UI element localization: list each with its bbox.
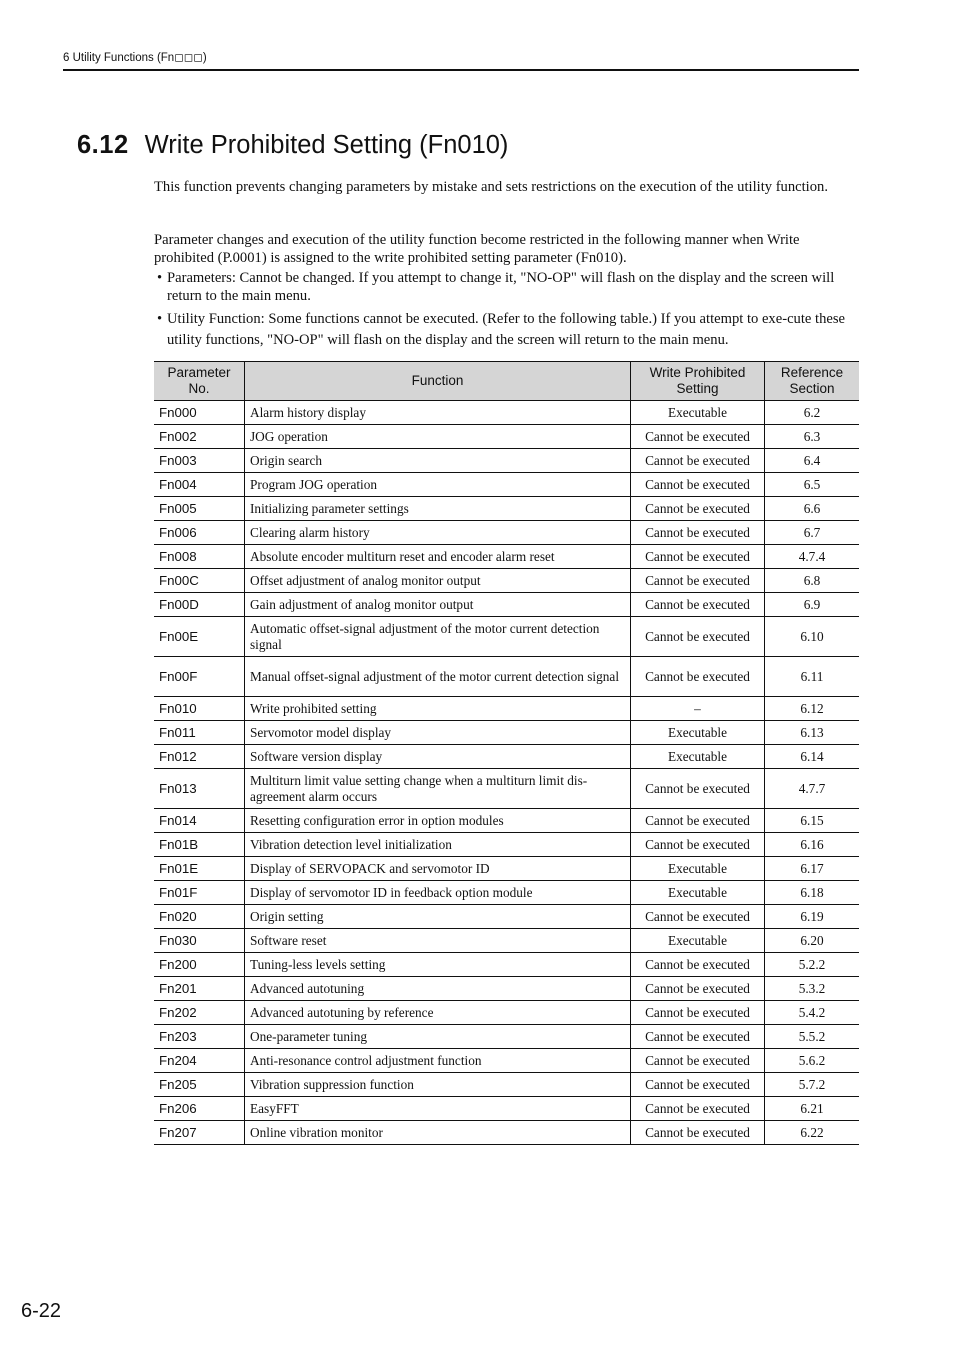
cell-reference: 5.4.2 [765, 1001, 860, 1025]
table-row [154, 745, 859, 769]
cell-reference: 6.14 [765, 745, 860, 769]
cell-parameter: Fn205 [154, 1073, 245, 1097]
cell-function: Manual offset-signal adjustment of the motor current detection signal [245, 657, 631, 697]
cell-function: Gain adjustment of analog monitor output [245, 593, 631, 617]
table-row [154, 857, 859, 881]
cell-parameter: Fn012 [154, 745, 245, 769]
cell-write-prohibited: Cannot be executed [631, 953, 765, 977]
cell-function: Automatic offset-signal adjustment of the motor current detection signal [245, 617, 631, 657]
list-item [154, 270, 860, 305]
table-row [154, 1121, 859, 1145]
header-rule [63, 69, 859, 71]
cell-write-prohibited: Cannot be executed [631, 833, 765, 857]
cell-function: Resetting configuration error in option modules [245, 809, 631, 833]
cell-function: Multiturn limit value setting change when a multiturn limit dis-agreement alarm occurs [245, 769, 631, 809]
section-number: 6.12 [77, 131, 129, 159]
cell-write-prohibited: Cannot be executed [631, 545, 765, 569]
bullet-icon: • [157, 311, 163, 327]
cell-parameter: Fn203 [154, 1025, 245, 1049]
cell-reference: 5.3.2 [765, 977, 860, 1001]
cell-function: Advanced autotuning [245, 977, 631, 1001]
cell-function: Absolute encoder multiturn reset and encoder alarm reset [245, 545, 631, 569]
cell-function: Program JOG operation [245, 473, 631, 497]
cell-parameter: Fn201 [154, 977, 245, 1001]
cell-reference: 6.19 [765, 905, 860, 929]
cell-function: Advanced autotuning by reference [245, 1001, 631, 1025]
col-header-parameter: Parameter No. [154, 362, 245, 401]
cell-parameter: Fn000 [154, 401, 245, 425]
cell-parameter: Fn00D [154, 593, 245, 617]
cell-reference: 5.5.2 [765, 1025, 860, 1049]
cell-function: JOG operation [245, 425, 631, 449]
table-body [154, 401, 859, 1145]
cell-function: Origin search [245, 449, 631, 473]
cell-parameter: Fn207 [154, 1121, 245, 1145]
cell-function: Initializing parameter settings [245, 497, 631, 521]
cell-reference: 6.8 [765, 569, 860, 593]
cell-function: Servomotor model display [245, 721, 631, 745]
cell-parameter: Fn005 [154, 497, 245, 521]
cell-function: Online vibration monitor [245, 1121, 631, 1145]
restriction-list [154, 270, 860, 351]
table-row [154, 1097, 859, 1121]
cell-write-prohibited: Executable [631, 881, 765, 905]
cell-parameter: Fn004 [154, 473, 245, 497]
col-header-reference: Reference Section [765, 362, 860, 401]
cell-parameter: Fn00F [154, 657, 245, 697]
cell-function: Vibration suppression function [245, 1073, 631, 1097]
cell-write-prohibited: Executable [631, 929, 765, 953]
cell-reference: 4.7.7 [765, 769, 860, 809]
cell-function: Origin setting [245, 905, 631, 929]
table-header-row [154, 362, 859, 401]
cell-write-prohibited: Cannot be executed [631, 449, 765, 473]
cell-reference: 6.17 [765, 857, 860, 881]
cell-reference: 6.16 [765, 833, 860, 857]
cell-write-prohibited: Executable [631, 745, 765, 769]
cell-write-prohibited: Executable [631, 721, 765, 745]
cell-reference: 6.10 [765, 617, 860, 657]
table-row [154, 881, 859, 905]
cell-parameter: Fn00C [154, 569, 245, 593]
cell-reference: 4.7.4 [765, 545, 860, 569]
table-row [154, 905, 859, 929]
cell-reference: 5.2.2 [765, 953, 860, 977]
cell-parameter: Fn011 [154, 721, 245, 745]
table-row [154, 1073, 859, 1097]
table-row [154, 617, 859, 657]
cell-parameter: Fn00E [154, 617, 245, 657]
cell-function: Offset adjustment of analog monitor output [245, 569, 631, 593]
running-header: 6 Utility Functions (Fn◻◻◻) [63, 52, 207, 64]
table-row [154, 833, 859, 857]
cell-write-prohibited: Cannot be executed [631, 769, 765, 809]
table-row [154, 497, 859, 521]
table-row [154, 593, 859, 617]
cell-reference: 6.9 [765, 593, 860, 617]
cell-parameter: Fn010 [154, 697, 245, 721]
cell-reference: 6.22 [765, 1121, 860, 1145]
cell-reference: 6.20 [765, 929, 860, 953]
section-heading [77, 131, 508, 160]
cell-function: Anti-resonance control adjustment function [245, 1049, 631, 1073]
cell-function: Display of servomotor ID in feedback option module [245, 881, 631, 905]
cell-reference: 6.7 [765, 521, 860, 545]
cell-write-prohibited: Cannot be executed [631, 1121, 765, 1145]
bullet-text: Utility Function: Some functions cannot be executed. (Refer to the following table.) If you attempt to exe-cute these utility functions, "NO-OP" will flash on the display and the screen will return to the main menu. [167, 311, 846, 348]
cell-parameter: Fn204 [154, 1049, 245, 1073]
cell-write-prohibited: Cannot be executed [631, 569, 765, 593]
cell-parameter: Fn002 [154, 425, 245, 449]
cell-reference: 6.12 [765, 697, 860, 721]
cell-write-prohibited: – [631, 697, 765, 721]
intro-paragraph: This function prevents changing parameters by mistake and sets restrictions on the execution of the utility function. [154, 179, 828, 195]
cell-function: Tuning-less levels setting [245, 953, 631, 977]
cell-reference: 5.6.2 [765, 1049, 860, 1073]
cell-write-prohibited: Cannot be executed [631, 1025, 765, 1049]
table-row [154, 569, 859, 593]
cell-function: Display of SERVOPACK and servomotor ID [245, 857, 631, 881]
table-row [154, 449, 859, 473]
table-row [154, 401, 859, 425]
cell-write-prohibited: Cannot be executed [631, 593, 765, 617]
table-row [154, 657, 859, 697]
page-number: 6-22 [21, 1300, 62, 1322]
table-row [154, 521, 859, 545]
cell-reference: 6.13 [765, 721, 860, 745]
section-title: Write Prohibited Setting (Fn010) [144, 131, 509, 159]
cell-write-prohibited: Cannot be executed [631, 425, 765, 449]
cell-reference: 6.15 [765, 809, 860, 833]
cell-parameter: Fn003 [154, 449, 245, 473]
cell-reference: 6.2 [765, 401, 860, 425]
cell-write-prohibited: Cannot be executed [631, 497, 765, 521]
cell-function: Alarm history display [245, 401, 631, 425]
utility-function-table [154, 361, 859, 1145]
cell-parameter: Fn202 [154, 1001, 245, 1025]
cell-reference: 6.6 [765, 497, 860, 521]
table-row [154, 473, 859, 497]
cell-write-prohibited: Executable [631, 401, 765, 425]
cell-write-prohibited: Cannot be executed [631, 1001, 765, 1025]
cell-reference: 6.3 [765, 425, 860, 449]
cell-write-prohibited: Cannot be executed [631, 1049, 765, 1073]
cell-parameter: Fn01E [154, 857, 245, 881]
list-item [154, 309, 860, 351]
cell-write-prohibited: Cannot be executed [631, 473, 765, 497]
table-row [154, 1049, 859, 1073]
cell-parameter: Fn01B [154, 833, 245, 857]
table-row [154, 769, 859, 809]
cell-reference: 5.7.2 [765, 1073, 860, 1097]
bullet-icon: • [157, 270, 163, 286]
col-header-function: Function [245, 362, 631, 401]
cell-write-prohibited: Cannot be executed [631, 905, 765, 929]
cell-write-prohibited: Cannot be executed [631, 977, 765, 1001]
table-row [154, 1001, 859, 1025]
col-header-write-prohibited: Write Prohibited Setting [631, 362, 765, 401]
cell-write-prohibited: Executable [631, 857, 765, 881]
cell-parameter: Fn014 [154, 809, 245, 833]
cell-function: Clearing alarm history [245, 521, 631, 545]
table-row [154, 721, 859, 745]
cell-write-prohibited: Cannot be executed [631, 809, 765, 833]
cell-function: Software reset [245, 929, 631, 953]
bullet-text: Parameters: Cannot be changed. If you attempt to change it, "NO-OP" will flash on the display and the screen will return to the main menu. [167, 270, 835, 304]
table-row [154, 977, 859, 1001]
cell-parameter: Fn200 [154, 953, 245, 977]
cell-write-prohibited: Cannot be executed [631, 657, 765, 697]
cell-parameter: Fn013 [154, 769, 245, 809]
table-row [154, 545, 859, 569]
table-row [154, 425, 859, 449]
cell-write-prohibited: Cannot be executed [631, 521, 765, 545]
table-row [154, 1025, 859, 1049]
cell-write-prohibited: Cannot be executed [631, 1097, 765, 1121]
cell-reference: 6.21 [765, 1097, 860, 1121]
cell-parameter: Fn020 [154, 905, 245, 929]
cell-reference: 6.4 [765, 449, 860, 473]
cell-reference: 6.5 [765, 473, 860, 497]
restriction-paragraph: Parameter changes and execution of the utility function become restricted in the following manner when Write prohibited (P.0001) is assigned to the write prohibited setting parameter (Fn010). [154, 232, 800, 266]
table-row [154, 809, 859, 833]
cell-function: Write prohibited setting [245, 697, 631, 721]
cell-reference: 6.11 [765, 657, 860, 697]
cell-parameter: Fn030 [154, 929, 245, 953]
cell-function: EasyFFT [245, 1097, 631, 1121]
cell-parameter: Fn206 [154, 1097, 245, 1121]
cell-write-prohibited: Cannot be executed [631, 1073, 765, 1097]
table-row [154, 697, 859, 721]
cell-reference: 6.18 [765, 881, 860, 905]
cell-function: Vibration detection level initialization [245, 833, 631, 857]
cell-function: Software version display [245, 745, 631, 769]
cell-parameter: Fn01F [154, 881, 245, 905]
cell-write-prohibited: Cannot be executed [631, 617, 765, 657]
table-row [154, 953, 859, 977]
table-row [154, 929, 859, 953]
cell-parameter: Fn006 [154, 521, 245, 545]
cell-parameter: Fn008 [154, 545, 245, 569]
cell-function: One-parameter tuning [245, 1025, 631, 1049]
